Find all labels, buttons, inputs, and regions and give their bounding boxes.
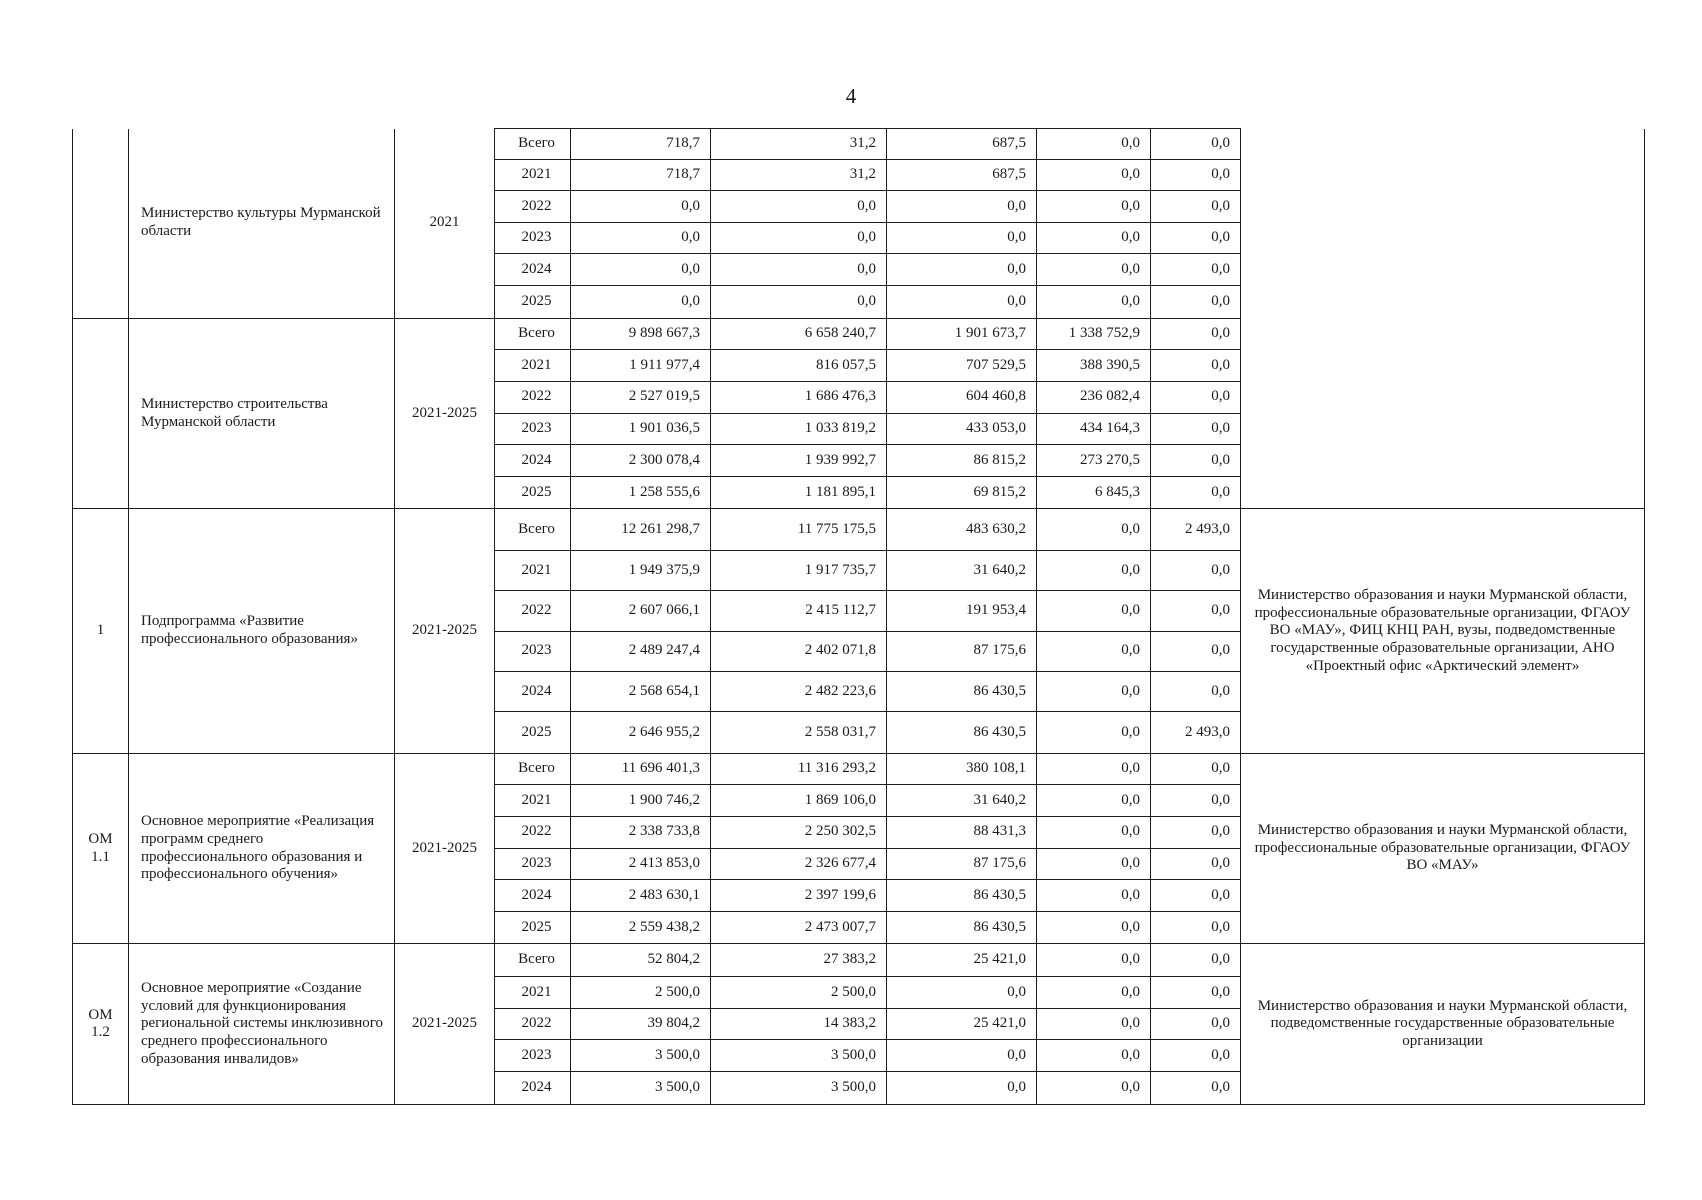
value-cell: 0,0 <box>1151 1040 1241 1072</box>
value-cell: 69 815,2 <box>887 476 1037 509</box>
value-cell: 0,0 <box>1151 753 1241 785</box>
item-period: 2021-2025 <box>395 753 495 944</box>
value-cell: 2 326 677,4 <box>711 848 887 880</box>
value-cell: 0,0 <box>1037 671 1151 711</box>
value-cell: 0,0 <box>1037 785 1151 817</box>
value-cell: 0,0 <box>1151 285 1241 318</box>
value-cell: 86 430,5 <box>887 911 1037 944</box>
item-name: Основное мероприятие «Создание условий для функционирования региональной системы инклюзивного среднего профессионального образования инвалидов» <box>129 944 395 1105</box>
value-cell: 1 181 895,1 <box>711 476 887 509</box>
value-cell: 0,0 <box>711 191 887 223</box>
year-cell: 2025 <box>495 712 571 753</box>
value-cell: 39 804,2 <box>571 1008 711 1040</box>
item-number: 1 <box>73 509 129 753</box>
value-cell: 0,0 <box>1151 318 1241 350</box>
year-cell: 2022 <box>495 591 571 631</box>
value-cell: 2 482 223,6 <box>711 671 887 711</box>
item-period: 2021-2025 <box>395 944 495 1105</box>
value-cell: 483 630,2 <box>887 509 1037 550</box>
year-cell: 2021 <box>495 350 571 382</box>
value-cell: 604 460,8 <box>887 381 1037 413</box>
value-cell: 0,0 <box>1151 977 1241 1009</box>
year-cell: 2024 <box>495 1071 571 1104</box>
value-cell: 1 901 036,5 <box>571 413 711 445</box>
value-cell: 2 500,0 <box>571 977 711 1009</box>
table-row <box>73 944 1645 977</box>
value-cell: 707 529,5 <box>887 350 1037 382</box>
value-cell: 0,0 <box>1037 285 1151 318</box>
value-cell: 0,0 <box>1151 671 1241 711</box>
value-cell: 0,0 <box>1151 550 1241 590</box>
item-period: 2021-2025 <box>395 509 495 753</box>
value-cell: 2 493,0 <box>1151 712 1241 753</box>
value-cell: 2 607 066,1 <box>571 591 711 631</box>
value-cell: 816 057,5 <box>711 350 887 382</box>
value-cell: 0,0 <box>1037 1008 1151 1040</box>
value-cell: 0,0 <box>571 222 711 254</box>
value-cell: 1 869 106,0 <box>711 785 887 817</box>
year-cell: 2024 <box>495 254 571 286</box>
value-cell: 0,0 <box>1151 591 1241 631</box>
value-cell: 2 500,0 <box>711 977 887 1009</box>
year-cell: 2024 <box>495 445 571 477</box>
value-cell: 0,0 <box>1037 944 1151 977</box>
value-cell: 1 900 746,2 <box>571 785 711 817</box>
year-cell: Всего <box>495 129 571 160</box>
value-cell: 0,0 <box>1151 159 1241 191</box>
value-cell: 0,0 <box>571 254 711 286</box>
value-cell: 0,0 <box>1037 848 1151 880</box>
item-number: ОМ 1.1 <box>73 753 129 944</box>
value-cell: 2 397 199,6 <box>711 880 887 912</box>
value-cell: 0,0 <box>1151 880 1241 912</box>
value-cell: 1 338 752,9 <box>1037 318 1151 350</box>
year-cell: 2023 <box>495 1040 571 1072</box>
value-cell: 0,0 <box>1151 631 1241 671</box>
value-cell: 434 164,3 <box>1037 413 1151 445</box>
value-cell: 27 383,2 <box>711 944 887 977</box>
year-cell: 2021 <box>495 977 571 1009</box>
year-cell: 2022 <box>495 816 571 848</box>
value-cell: 0,0 <box>1151 254 1241 286</box>
value-cell: 0,0 <box>887 222 1037 254</box>
page-number: 4 <box>845 84 857 108</box>
year-cell: 2023 <box>495 413 571 445</box>
value-cell: 3 500,0 <box>711 1071 887 1104</box>
item-name: Подпрограмма «Развитие профессионального образования» <box>129 509 395 753</box>
value-cell: 86 430,5 <box>887 671 1037 711</box>
value-cell: 0,0 <box>1151 816 1241 848</box>
value-cell: 2 415 112,7 <box>711 591 887 631</box>
value-cell: 191 953,4 <box>887 591 1037 631</box>
value-cell: 0,0 <box>1037 191 1151 223</box>
value-cell: 0,0 <box>887 254 1037 286</box>
item-period: 2021 <box>395 129 495 319</box>
value-cell: 1 033 819,2 <box>711 413 887 445</box>
year-cell: 2024 <box>495 880 571 912</box>
value-cell: 0,0 <box>1037 591 1151 631</box>
year-cell: 2021 <box>495 785 571 817</box>
value-cell: 86 430,5 <box>887 880 1037 912</box>
value-cell: 9 898 667,3 <box>571 318 711 350</box>
value-cell: 86 815,2 <box>887 445 1037 477</box>
value-cell: 0,0 <box>1037 550 1151 590</box>
value-cell: 31,2 <box>711 129 887 160</box>
value-cell: 0,0 <box>887 1071 1037 1104</box>
value-cell: 2 413 853,0 <box>571 848 711 880</box>
value-cell: 2 402 071,8 <box>711 631 887 671</box>
value-cell: 2 493,0 <box>1151 509 1241 550</box>
value-cell: 0,0 <box>1151 944 1241 977</box>
value-cell: 0,0 <box>1151 1008 1241 1040</box>
value-cell: 11 696 401,3 <box>571 753 711 785</box>
value-cell: 0,0 <box>1151 911 1241 944</box>
year-cell: 2023 <box>495 631 571 671</box>
value-cell: 0,0 <box>1037 1071 1151 1104</box>
year-cell: 2025 <box>495 911 571 944</box>
item-name: Министерство строительства Мурманской области <box>129 318 395 509</box>
value-cell: 0,0 <box>1151 350 1241 382</box>
value-cell: 2 300 078,4 <box>571 445 711 477</box>
year-cell: 2021 <box>495 159 571 191</box>
item-number <box>73 129 129 319</box>
value-cell: 687,5 <box>887 129 1037 160</box>
executor-cell <box>1241 129 1645 509</box>
value-cell: 0,0 <box>1151 445 1241 477</box>
value-cell: 687,5 <box>887 159 1037 191</box>
value-cell: 0,0 <box>1151 191 1241 223</box>
value-cell: 236 082,4 <box>1037 381 1151 413</box>
year-cell: Всего <box>495 944 571 977</box>
value-cell: 2 646 955,2 <box>571 712 711 753</box>
value-cell: 0,0 <box>1151 785 1241 817</box>
value-cell: 2 568 654,1 <box>571 671 711 711</box>
value-cell: 0,0 <box>887 977 1037 1009</box>
item-name: Министерство культуры Мурманской области <box>129 129 395 319</box>
value-cell: 0,0 <box>1037 1040 1151 1072</box>
value-cell: 0,0 <box>1037 911 1151 944</box>
year-cell: 2025 <box>495 285 571 318</box>
value-cell: 2 527 019,5 <box>571 381 711 413</box>
value-cell: 0,0 <box>711 222 887 254</box>
value-cell: 25 421,0 <box>887 1008 1037 1040</box>
year-cell: 2022 <box>495 1008 571 1040</box>
value-cell: 2 558 031,7 <box>711 712 887 753</box>
item-name: Основное мероприятие «Реализация программ среднего профессионального образования и профессионального обучения» <box>129 753 395 944</box>
value-cell: 0,0 <box>887 191 1037 223</box>
value-cell: 0,0 <box>1037 977 1151 1009</box>
year-cell: 2023 <box>495 222 571 254</box>
value-cell: 273 270,5 <box>1037 445 1151 477</box>
value-cell: 0,0 <box>1151 413 1241 445</box>
funding-table <box>72 128 1645 1105</box>
year-cell: 2025 <box>495 476 571 509</box>
value-cell: 3 500,0 <box>571 1040 711 1072</box>
value-cell: 1 911 977,4 <box>571 350 711 382</box>
value-cell: 1 901 673,7 <box>887 318 1037 350</box>
value-cell: 1 258 555,6 <box>571 476 711 509</box>
value-cell: 14 383,2 <box>711 1008 887 1040</box>
value-cell: 2 483 630,1 <box>571 880 711 912</box>
item-period: 2021-2025 <box>395 318 495 509</box>
value-cell: 11 316 293,2 <box>711 753 887 785</box>
value-cell: 0,0 <box>1037 159 1151 191</box>
value-cell: 0,0 <box>711 254 887 286</box>
value-cell: 25 421,0 <box>887 944 1037 977</box>
value-cell: 87 175,6 <box>887 631 1037 671</box>
value-cell: 86 430,5 <box>887 712 1037 753</box>
value-cell: 0,0 <box>571 285 711 318</box>
value-cell: 2 559 438,2 <box>571 911 711 944</box>
value-cell: 87 175,6 <box>887 848 1037 880</box>
value-cell: 1 917 735,7 <box>711 550 887 590</box>
value-cell: 0,0 <box>1037 222 1151 254</box>
value-cell: 3 500,0 <box>711 1040 887 1072</box>
year-cell: 2022 <box>495 191 571 223</box>
value-cell: 0,0 <box>1037 509 1151 550</box>
year-cell: Всего <box>495 509 571 550</box>
value-cell: 31 640,2 <box>887 785 1037 817</box>
table-row <box>73 753 1645 785</box>
value-cell: 0,0 <box>571 191 711 223</box>
value-cell: 718,7 <box>571 129 711 160</box>
value-cell: 52 804,2 <box>571 944 711 977</box>
value-cell: 0,0 <box>1151 129 1241 160</box>
value-cell: 31 640,2 <box>887 550 1037 590</box>
value-cell: 1 686 476,3 <box>711 381 887 413</box>
value-cell: 2 250 302,5 <box>711 816 887 848</box>
item-number <box>73 318 129 509</box>
year-cell: Всего <box>495 753 571 785</box>
value-cell: 0,0 <box>1151 848 1241 880</box>
value-cell: 0,0 <box>1037 712 1151 753</box>
value-cell: 718,7 <box>571 159 711 191</box>
value-cell: 31,2 <box>711 159 887 191</box>
executor-cell: Министерство образования и науки Мурманской области, профессиональные образовательные организации, ФГАОУ ВО «МАУ», ФИЦ КНЦ РАН, вузы, подведомственные государственные образовательные организации, АНО «Проектный офис «Арктический элемент» <box>1241 509 1645 753</box>
value-cell: 0,0 <box>1037 129 1151 160</box>
value-cell: 0,0 <box>1037 753 1151 785</box>
value-cell: 388 390,5 <box>1037 350 1151 382</box>
value-cell: 433 053,0 <box>887 413 1037 445</box>
value-cell: 0,0 <box>887 1040 1037 1072</box>
value-cell: 6 658 240,7 <box>711 318 887 350</box>
year-cell: Всего <box>495 318 571 350</box>
value-cell: 6 845,3 <box>1037 476 1151 509</box>
year-cell: 2024 <box>495 671 571 711</box>
value-cell: 0,0 <box>1037 880 1151 912</box>
value-cell: 0,0 <box>1151 476 1241 509</box>
value-cell: 0,0 <box>1151 222 1241 254</box>
value-cell: 0,0 <box>1037 816 1151 848</box>
value-cell: 380 108,1 <box>887 753 1037 785</box>
item-number: ОМ 1.2 <box>73 944 129 1105</box>
year-cell: 2023 <box>495 848 571 880</box>
value-cell: 1 949 375,9 <box>571 550 711 590</box>
value-cell: 0,0 <box>1151 1071 1241 1104</box>
value-cell: 0,0 <box>887 285 1037 318</box>
executor-cell: Министерство образования и науки Мурманской области, профессиональные образовательные организации, ФГАОУ ВО «МАУ» <box>1241 753 1645 944</box>
value-cell: 1 939 992,7 <box>711 445 887 477</box>
value-cell: 0,0 <box>711 285 887 318</box>
value-cell: 11 775 175,5 <box>711 509 887 550</box>
value-cell: 3 500,0 <box>571 1071 711 1104</box>
value-cell: 2 338 733,8 <box>571 816 711 848</box>
executor-cell: Министерство образования и науки Мурманской области, подведомственные государственные образовательные организации <box>1241 944 1645 1105</box>
value-cell: 12 261 298,7 <box>571 509 711 550</box>
value-cell: 0,0 <box>1037 631 1151 671</box>
year-cell: 2022 <box>495 381 571 413</box>
value-cell: 88 431,3 <box>887 816 1037 848</box>
value-cell: 0,0 <box>1151 381 1241 413</box>
table-row <box>73 509 1645 550</box>
year-cell: 2021 <box>495 550 571 590</box>
table-row <box>73 129 1645 160</box>
value-cell: 0,0 <box>1037 254 1151 286</box>
value-cell: 2 473 007,7 <box>711 911 887 944</box>
value-cell: 2 489 247,4 <box>571 631 711 671</box>
